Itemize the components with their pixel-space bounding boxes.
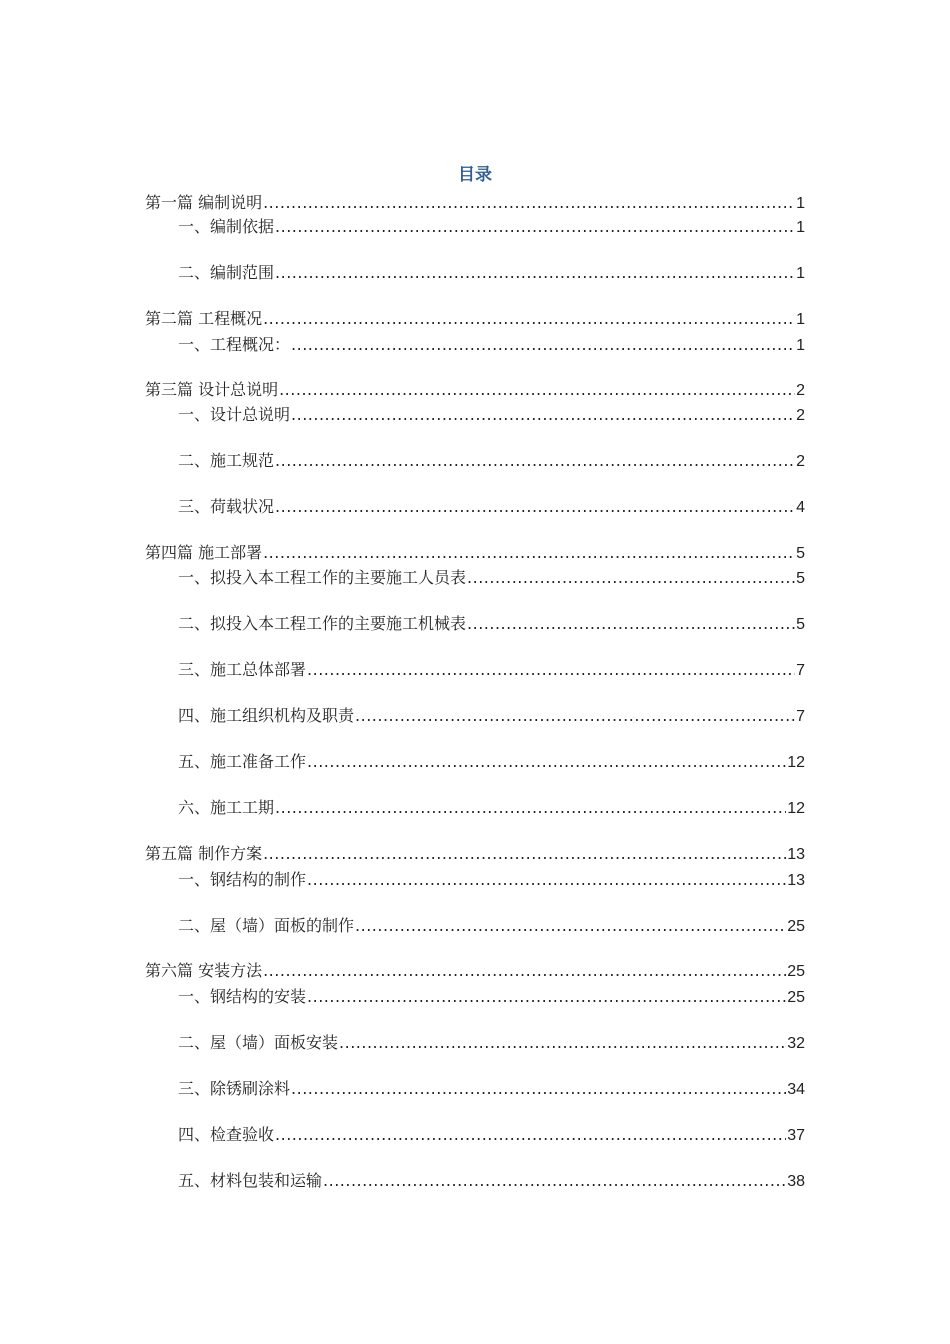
toc-dot-leader xyxy=(355,705,795,727)
toc-entry-label: 一、设计总说明 xyxy=(178,405,291,424)
toc-entry[interactable] xyxy=(178,334,805,357)
toc-entry-label: 第六篇 安装方法 xyxy=(145,961,263,980)
toc-entry[interactable] xyxy=(178,496,805,519)
toc-entry-label: 第三篇 设计总说明 xyxy=(145,380,279,399)
toc-dot-leader xyxy=(307,986,786,1008)
toc-entry[interactable] xyxy=(145,308,805,331)
toc-entry-page: 25 xyxy=(787,963,805,980)
toc-entry-label: 五、施工准备工作 xyxy=(178,752,307,771)
toc-dot-leader xyxy=(467,567,795,589)
toc-entry[interactable] xyxy=(178,1124,805,1147)
toc-dot-leader xyxy=(339,1032,786,1054)
toc-entry[interactable] xyxy=(178,1032,805,1055)
toc-entry[interactable] xyxy=(178,1170,805,1193)
toc-dot-leader xyxy=(307,751,786,773)
toc-entry-page: 1 xyxy=(796,311,805,328)
toc-entry-page: 1 xyxy=(796,337,805,354)
toc-entry-page: 7 xyxy=(796,662,805,679)
toc-dot-leader xyxy=(323,1170,786,1192)
toc-entry[interactable] xyxy=(178,986,805,1009)
toc-entry-page: 13 xyxy=(787,872,805,889)
toc-entry-label: 第五篇 制作方案 xyxy=(145,844,263,863)
toc-entry[interactable] xyxy=(145,379,805,402)
toc-dot-leader xyxy=(291,334,795,356)
toc-entry-page: 34 xyxy=(787,1081,805,1098)
toc-entry-label: 四、施工组织机构及职责 xyxy=(178,706,355,725)
toc-dot-leader xyxy=(275,1124,786,1146)
toc-entry-label: 第二篇 工程概况 xyxy=(145,309,263,328)
toc-entry-page: 1 xyxy=(796,195,805,212)
toc-entry[interactable] xyxy=(178,797,805,820)
toc-entry-page: 25 xyxy=(787,989,805,1006)
toc-entry-label: 二、编制范围 xyxy=(178,263,275,282)
toc-entry-label: 一、钢结构的制作 xyxy=(178,870,307,889)
toc-entry[interactable] xyxy=(145,192,805,215)
toc-dot-leader xyxy=(263,308,795,330)
toc-entry[interactable] xyxy=(178,705,805,728)
toc-entry[interactable] xyxy=(178,404,805,427)
toc-entry-page: 2 xyxy=(796,382,805,399)
toc-dot-leader xyxy=(275,496,795,518)
toc-entry-page: 13 xyxy=(787,846,805,863)
toc-entry-page: 5 xyxy=(796,570,805,587)
toc-entry-page: 12 xyxy=(787,800,805,817)
toc-entry-label: 第一篇 编制说明 xyxy=(145,193,263,212)
toc-entry-page: 5 xyxy=(796,545,805,562)
toc-dot-leader xyxy=(263,960,786,982)
toc-entry[interactable] xyxy=(145,542,805,565)
toc-entry[interactable] xyxy=(178,613,805,636)
toc-entry-page: 2 xyxy=(796,453,805,470)
toc-entry-label: 二、屋（墙）面板的制作 xyxy=(178,916,355,935)
toc-entry-label: 一、拟投入本工程工作的主要施工人员表 xyxy=(178,568,467,587)
toc-entry[interactable] xyxy=(178,869,805,892)
toc-dot-leader xyxy=(291,404,795,426)
toc-entry-label: 一、工程概况： xyxy=(178,335,291,354)
toc-entry-page: 2 xyxy=(796,407,805,424)
toc-entry[interactable] xyxy=(178,450,805,473)
toc-dot-leader xyxy=(307,659,795,681)
toc-dot-leader xyxy=(275,450,795,472)
toc-entry-label: 六、施工工期 xyxy=(178,798,275,817)
toc-entry-page: 12 xyxy=(787,754,805,771)
toc-entry[interactable] xyxy=(178,567,805,590)
toc-dot-leader xyxy=(355,915,786,937)
toc-entry-label: 一、编制依据 xyxy=(178,217,275,236)
toc-dot-leader xyxy=(279,379,795,401)
toc-title: 目录 xyxy=(458,165,492,185)
toc-entry-page: 7 xyxy=(796,708,805,725)
toc-entry[interactable] xyxy=(178,659,805,682)
toc-dot-leader xyxy=(275,262,795,284)
toc-dot-leader xyxy=(263,542,795,564)
toc-entry-page: 4 xyxy=(796,499,805,516)
toc-entry[interactable] xyxy=(145,843,805,866)
toc-dot-leader xyxy=(291,1078,786,1100)
toc-entry[interactable] xyxy=(178,1078,805,1101)
toc-entry-page: 37 xyxy=(787,1127,805,1144)
toc-entry-label: 三、除锈刷涂料 xyxy=(178,1079,291,1098)
toc-dot-leader xyxy=(467,613,795,635)
toc-entry-label: 二、拟投入本工程工作的主要施工机械表 xyxy=(178,614,467,633)
toc-dot-leader xyxy=(263,843,786,865)
toc-entry-label: 一、钢结构的安装 xyxy=(178,987,307,1006)
toc-dot-leader xyxy=(263,192,795,214)
toc-entry[interactable] xyxy=(178,262,805,285)
toc-entry[interactable] xyxy=(145,960,805,983)
toc-entry-page: 5 xyxy=(796,616,805,633)
toc-entry[interactable] xyxy=(178,216,805,239)
toc-dot-leader xyxy=(307,869,786,891)
toc-dot-leader xyxy=(275,216,795,238)
toc-dot-leader xyxy=(275,797,786,819)
toc-entry-page: 1 xyxy=(796,265,805,282)
toc-entry[interactable] xyxy=(178,751,805,774)
toc-entry-label: 三、施工总体部署 xyxy=(178,660,307,679)
toc-entry-page: 1 xyxy=(796,219,805,236)
toc-entry[interactable] xyxy=(178,915,805,938)
toc-entry-label: 第四篇 施工部署 xyxy=(145,543,263,562)
toc-entry-label: 二、施工规范 xyxy=(178,451,275,470)
toc-entry-label: 五、材料包装和运输 xyxy=(178,1171,323,1190)
toc-entry-label: 四、检查验收 xyxy=(178,1125,275,1144)
toc-entry-page: 25 xyxy=(787,918,805,935)
toc-entry-label: 二、屋（墙）面板安装 xyxy=(178,1033,339,1052)
toc-entry-label: 三、荷载状况 xyxy=(178,497,275,516)
toc-entry-page: 38 xyxy=(787,1173,805,1190)
toc-entry-page: 32 xyxy=(787,1035,805,1052)
